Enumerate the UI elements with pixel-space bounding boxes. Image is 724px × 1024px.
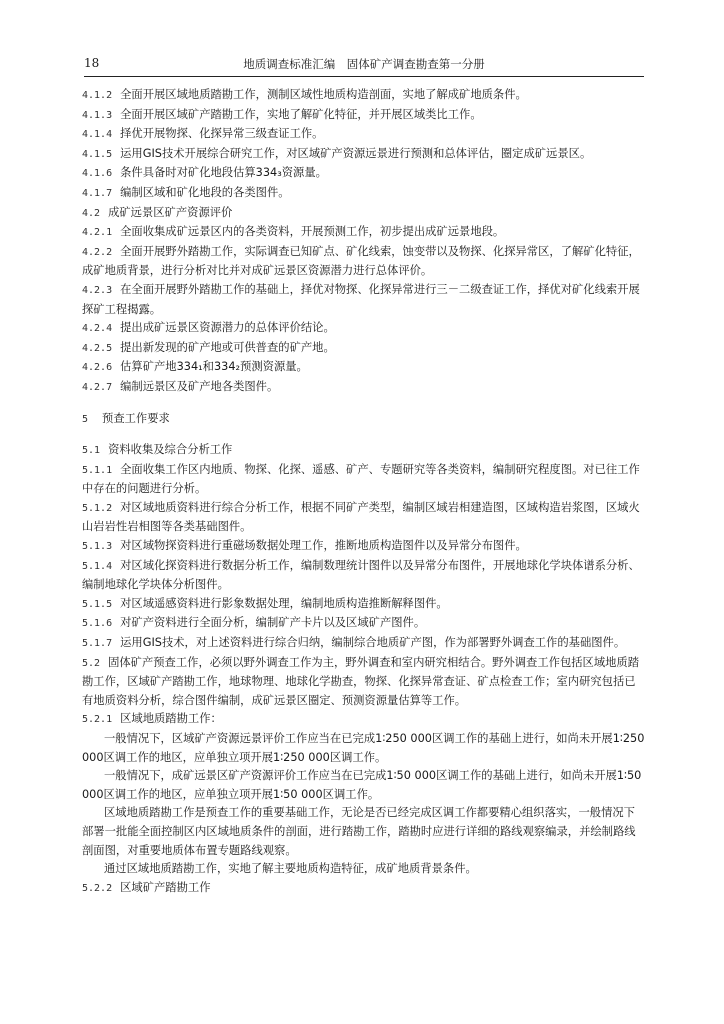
paragraph-text: 通过区域地质踏勘工作，实地了解主要地质构造特征，成矿地质背景条件。	[104, 862, 477, 876]
section-4-2-heading	[82, 204, 646, 224]
body-paragraph	[82, 767, 646, 804]
clause-text: 全面收集工作区内地质、物探、化探、遥感、矿产、专题研究等各类资料，编制研究程度图。对已往工作中存在的问题进行分析。	[82, 462, 640, 496]
clause-number: 4.2.5	[82, 342, 113, 354]
clause-5-2-2	[82, 879, 646, 899]
clause-text: 运用GIS技术开展综合研究工作，对区域矿产资源远景进行预测和总体评估，圈定成矿远景区。	[120, 146, 592, 160]
clause-4-1-4	[82, 125, 646, 145]
clause-text: 编制区域和矿化地段的各类图件。	[120, 185, 290, 199]
chapter-5-heading	[82, 410, 646, 430]
clause-text: 对区域物探资料进行重磁场数据处理工作，推断地质构造图件以及异常分布图件。	[120, 539, 527, 553]
clause-number: 5.2	[82, 657, 101, 669]
clause-text: 全面开展区域地质踏勘工作，测制区域性地质构造剖面，实地了解成矿地质条件。	[120, 88, 527, 101]
clause-5-1-5	[82, 595, 646, 615]
clause-number: 4.1.7	[82, 187, 113, 199]
clause-4-2-5	[82, 339, 646, 359]
clause-4-1-5	[82, 145, 646, 165]
clause-text: 对区域化探资料进行数据分析工作，编制数理统计图件以及异常分布图件，开展地球化学块体谱系分析、编制地球化学块体分析图件。	[82, 558, 640, 592]
chapter-heading: 预查工作要求	[102, 411, 170, 425]
clause-4-1-2	[82, 86, 646, 106]
section-heading: 资料收集及综合分析工作	[108, 443, 233, 457]
clause-4-1-3	[82, 106, 646, 126]
body-paragraph	[82, 730, 646, 767]
clause-text: 固体矿产预查工作，必须以野外调查工作为主，野外调查和室内研究相结合。野外调查工作包括区域地质踏勘工作，区域矿产踏勘工作，地球物理、地球化学勘查，物探、化探异常查证、矿点检查工作；室内研究包括已有地质资料分析，综合图件编制，成矿远景区圈定、预测资源量估算等工作。	[82, 655, 640, 707]
clause-number: 4.1.6	[82, 168, 113, 180]
clause-number: 4.1.2	[82, 90, 113, 101]
clause-text: 全面收集成矿远景区内的各类资料，开展预测工作，初步提出成矿远景地段。	[120, 225, 505, 239]
clause-5-2-1	[82, 710, 646, 730]
clause-text: 对区域地质资料进行综合分析工作，根据不同矿产类型，编制区域岩相建造图，区域构造岩浆图，区域火山岩岩性岩相图等各类基础图件。	[82, 500, 640, 534]
clause-number: 4.2.2	[82, 246, 113, 258]
clause-4-2-6	[82, 358, 646, 378]
clause-text: 编制远景区及矿产地各类图件。	[120, 379, 279, 393]
clause-4-2-4	[82, 319, 646, 339]
clause-number: 4.2.1	[82, 227, 113, 239]
clause-5-1-1	[82, 461, 646, 499]
clause-text: 提出新发现的矿产地或可供普查的矿产地。	[120, 340, 335, 354]
clause-text: 对区域遥感资料进行影象数据处理，编制地质构造推断解释图件。	[120, 596, 448, 610]
clause-text: 择优开展物探、化探异常三级查证工作。	[120, 127, 324, 141]
clause-number: 5.1.6	[82, 618, 113, 630]
body-paragraph	[82, 860, 646, 879]
clause-text: 条件具备时对矿化地段估算334₃资源量。	[120, 166, 327, 180]
section-heading: 成矿远景区矿产资源评价	[108, 205, 233, 219]
clause-text: 区域矿产踏勘工作	[120, 880, 211, 894]
clause-4-2-2	[82, 243, 646, 281]
clause-number: 4.1.3	[82, 109, 113, 121]
clause-text: 区域地质踏勘工作：	[120, 712, 222, 726]
clause-text: 对矿产资料进行全面分析，编制矿产卡片以及区域矿产图件。	[120, 616, 426, 630]
clause-text: 在全面开展野外踏勘工作的基础上，择优对物探、化探异常进行三－二级查证工作，择优对矿化线索开展探矿工程揭露。	[82, 282, 640, 316]
clause-number: 5.1.2	[82, 502, 113, 514]
paragraph-text: 一般情况下，成矿远景区矿产资源评价工作应当在已完成1∶50 000区调工作的基础上进行，如尚未开展1∶50 000区调工作的地区，应单独立项开展1∶50 000区调工作。	[82, 769, 642, 801]
clause-number: 5.1.1	[82, 464, 113, 476]
page-header	[84, 56, 644, 77]
clause-number: 5.2.1	[82, 714, 113, 726]
clause-text: 提出成矿远景区资源潜力的总体评价结论。	[120, 321, 335, 335]
clause-text: 运用GIS技术，对上述资料进行综合归纳，编制综合地质矿产图，作为部署野外调查工作的基础图件。	[120, 636, 626, 650]
clause-number: 5.1.7	[82, 638, 113, 650]
clause-5-2	[82, 654, 646, 711]
paragraph-text: 区域地质踏勘工作是预查工作的重要基础工作，无论是否已经完成区调工作都要精心组织落实，一般情况下部署一批能全面控制区内区域地质条件的剖面，进行踏勘工作，踏勘时应进行详细的路线观察编录，并绘制路线剖面图，对重要地质体布置专题路线观察。	[82, 806, 636, 857]
clause-text: 全面开展野外踏勘工作，实际调查已知矿点、矿化线索，蚀变带以及物探、化探异常区，了解矿化特征，成矿地质背景，进行分析对比并对成矿远景区资源潜力进行总体评价。	[82, 244, 640, 278]
clause-4-2-3	[82, 281, 646, 319]
clause-4-2-1	[82, 223, 646, 243]
clause-number: 5.1.4	[82, 560, 113, 572]
section-5-1-heading	[82, 441, 646, 461]
clause-4-1-7	[82, 184, 646, 204]
clause-number: 4.1.5	[82, 148, 113, 160]
page-number: 18	[84, 56, 100, 70]
body-paragraph	[82, 804, 646, 860]
document-body	[82, 86, 646, 898]
clause-number: 5.2.2	[82, 882, 113, 894]
clause-5-1-3	[82, 537, 646, 557]
clause-number: 4.2.7	[82, 381, 113, 393]
clause-number: 5.1.3	[82, 541, 113, 553]
clause-number: 4.2.4	[82, 323, 113, 335]
clause-number: 4.2	[82, 207, 101, 219]
clause-4-1-6	[82, 164, 646, 184]
clause-number: 4.2.6	[82, 362, 113, 374]
clause-text: 估算矿产地334₁和334₂预测资源量。	[120, 360, 308, 374]
clause-4-2-7	[82, 378, 646, 398]
clause-number: 4.2.3	[82, 284, 113, 296]
clause-5-1-2	[82, 499, 646, 537]
clause-5-1-4	[82, 557, 646, 595]
paragraph-text: 一般情况下，区域矿产资源远景评价工作应当在已完成1∶250 000区调工作的基础上进行，如尚未开展1∶250 000区调工作的地区，应单独立项开展1∶250 000区调工作。	[82, 732, 645, 764]
clause-text: 全面开展区域矿产踏勘工作，实地了解矿化特征，并开展区域类比工作。	[120, 107, 482, 121]
clause-number: 4.1.4	[82, 129, 113, 141]
clause-number: 5.1.5	[82, 598, 113, 610]
clause-5-1-6	[82, 614, 646, 634]
clause-number: 5.1	[82, 445, 101, 457]
chapter-number: 5	[82, 413, 89, 425]
clause-5-1-7	[82, 634, 646, 654]
running-title: 地质调查标准汇编 固体矿产调查勘查第一分册	[243, 57, 485, 71]
